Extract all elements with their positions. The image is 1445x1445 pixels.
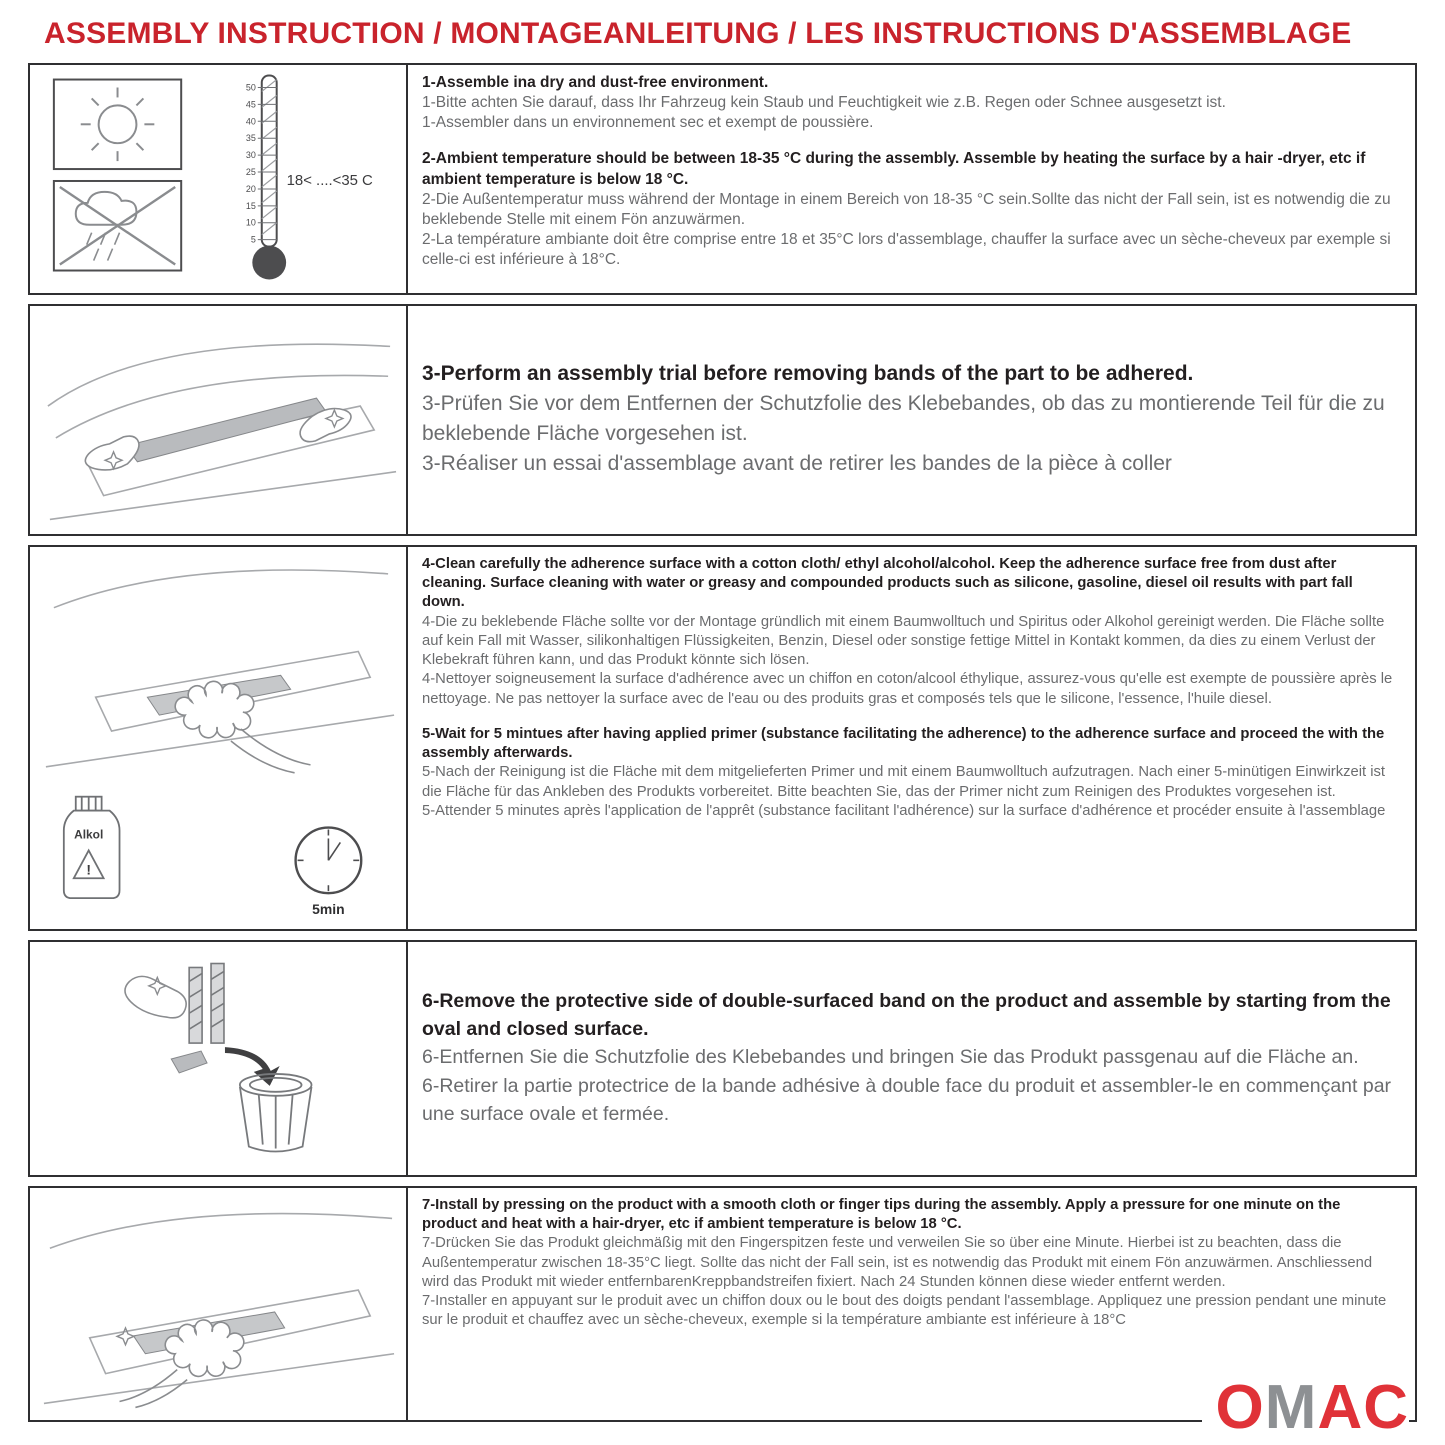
environment-illustration (30, 65, 406, 293)
scale-40: 40 (245, 116, 256, 127)
instruction-2-de: 2-Die Außentemperatur muss während der Montage in einem Bereich von 18-35 °C sein.Sollte das nicht der Fall sein, ist es notwendig die zu beklebende Stelle mit einem Fön anzuwärmen. (422, 190, 1391, 228)
remove-band-illustration-cell (30, 942, 408, 1175)
instruction-6-fr: 6-Retirer la partie protectrice de la bande adhésive à double face du produit et assembler-le en commençant par une surface ovale et fermée. (422, 1074, 1392, 1125)
environment-illustration-cell (30, 65, 408, 293)
press-illustration-cell (30, 1188, 408, 1420)
thermometer-icon (246, 76, 373, 280)
door-sill-trim (125, 398, 326, 462)
assembly-trial-illustration (30, 306, 406, 534)
instruction-3-en: 3-Perform an assembly trial before removing bands of the part to be adhered. (422, 362, 1194, 386)
instruction-5-de: 5-Nach der Reinigung ist die Fläche mit dem mitgelieferten Primer und mit einem Baumwolltuch aufzutragen. Nach einer 5-minütigen Einwirkzeit ist die Fläche für das Ankleben des Produkts vorbereitet. Bitte beachten Sie, das der Primer nicht zum Reinigen des Produktes vorgesehen ist. (422, 764, 1386, 800)
instruction-rows (28, 63, 1417, 1422)
logo-letter-c: C (1363, 1373, 1409, 1442)
logo-letter-a: A (1317, 1373, 1364, 1442)
scale-20: 20 (245, 183, 256, 194)
remove-band-illustration (30, 943, 406, 1175)
alcohol-bottle-icon (64, 797, 120, 898)
clock-label: 5min (312, 901, 345, 918)
omac-logo (1202, 1373, 1409, 1442)
arrow-into-trash (225, 1047, 280, 1086)
thermometer-range-label: 18< ....<35 C (286, 171, 373, 189)
trash-can-icon (240, 1073, 312, 1151)
scale-30: 30 (245, 150, 256, 161)
alcohol-bottle-label: Alkol (74, 827, 104, 842)
section-row-trial (28, 304, 1417, 536)
instruction-7-fr: 7-Installer en appuyant sur le produit avec un chiffon doux ou le bout des doigts pendant l'assemblage. Appliquez une pression pendant une minute sur le produit et chauffez avec un sèche-cheveux, exemple si la température ambiante est inférieure à 18°C (422, 1293, 1387, 1329)
scale-35: 35 (245, 133, 256, 144)
scale-5: 5 (250, 234, 256, 245)
section-row-remove-band (28, 940, 1417, 1177)
door-sill-outline (46, 570, 394, 767)
instruction-1-de: 1-Bitte achten Sie darauf, dass Ihr Fahrzeug kein Staub und Feuchtigkeit wie z.B. Regen oder Schnee ausgesetzt ist. (422, 94, 1226, 112)
trial-text (408, 306, 1415, 534)
trial-illustration-cell (30, 306, 408, 534)
instruction-6-de: 6-Entfernen Sie die Schutzfolie des Klebebandes und bringen Sie das Produkt passgenau auf die Fläche an. (422, 1046, 1359, 1069)
no-rain-icon (54, 181, 181, 271)
press-install-illustration (30, 1188, 406, 1420)
scale-10: 10 (245, 217, 256, 228)
section-row-environment (28, 63, 1417, 295)
instruction-5-fr: 5-Attender 5 minutes après l'application de l'apprêt (substance facilitant l'adhérence) sur la surface d'adhérence et procéder ensuite à l'assemblage (422, 802, 1386, 819)
cleaning-illustration-cell (30, 547, 408, 929)
instruction-4-fr: 4-Nettoyer soigneusement la surface d'adhérence avec un chiffon en coton/alcool éthylique, assurez-vous qu'elle est exempte de poussière après le nettoyage. Ne pas nettoyer la surface avec de l'eau ou des produits gras et composés tels que le silicone, l'essence, l'huile diesel. (422, 671, 1393, 707)
logo-letter-o: O (1215, 1373, 1265, 1442)
instruction-3-de: 3-Prüfen Sie vor dem Entfernen der Schutzfolie des Klebebandes, ob das zu montierende Teil für die zu beklebende Fläche vorgesehen ist. (422, 392, 1385, 445)
instruction-7-de: 7-Drücken Sie das Produkt gleichmäßig mit den Fingerspitzen feste und verweilen Sie so über eine Minute. Hierbei ist zu beachten, dass die Außentemperatur zwischen 18-35°C liegt. Sollte das nicht der Fall sein, ist es notwendig das Produkt mit einem Fön anzuwärmen. Anschliessend wird das Produkt mit wieder entfernbarenKreppbandstreifen fixiert. Nach 24 Stunden können diese wieder entfernt werden. (422, 1235, 1373, 1290)
instruction-4-en: 4-Clean carefully the adherence surface with a cotton cloth/ ethyl alcohol/alcohol. Keep the adherence surface free from dust after cleaning. Surface cleaning with water or greasy and compounded products such as silicone, gasoline, diesel oil results with part fall down. (422, 556, 1353, 611)
removed-film-piece (171, 1051, 207, 1073)
instruction-3-fr: 3-Réaliser un essai d'assemblage avant de retirer les bandes de la pièce à coller (422, 451, 1172, 475)
scale-50: 50 (245, 82, 256, 93)
cleaning-text (408, 547, 1415, 929)
warning-mark: ! (86, 861, 92, 878)
page-title: ASSEMBLY INSTRUCTION / MONTAGEANLEITUNG / LES INSTRUCTIONS D'ASSEMBLAGE (44, 17, 1352, 50)
instruction-2-fr: 2-La température ambiante doit être comprise entre 18 et 35°C lors d'assemblage, chauffer la surface avec un sèche-cheveux par exemple si celle-ci est inférieure à 18°C. (422, 230, 1391, 269)
section-row-cleaning (28, 545, 1417, 931)
scale-45: 45 (245, 99, 256, 110)
instruction-2-en: 2-Ambient temperature should be between 18-35 °C during the assembly. Assemble by heating the surface by a hair -dryer, etc if ambient temperature is below 18 °C. (422, 150, 1366, 188)
logo-letter-m: M (1264, 1373, 1318, 1442)
environment-text (408, 65, 1415, 293)
instruction-1-fr: 1-Assembler dans un environnement sec et exempt de poussière. (422, 114, 874, 132)
remove-band-text (408, 942, 1415, 1175)
scale-15: 15 (245, 200, 256, 211)
cleaning-arm (231, 729, 311, 773)
sun-icon (54, 80, 181, 170)
protective-band-strips (189, 963, 224, 1043)
instruction-4-de: 4-Die zu beklebende Fläche sollte vor der Montage gründlich mit einem Baumwolltuch und Spiritus oder Alkohol gereinigt werden. Die Fläche sollte auf kein Fall mit Wasser, silikonhaltigen Flüssigkeiten, Benzin, Diesel oder sonstige fettige Mittel in Kontakt kommen, da dies zu einem Verlust der Klebekraft führen kann, und das Produkt könnte sich lösen. (422, 613, 1385, 669)
scale-25: 25 (245, 167, 256, 178)
instruction-7-en: 7-Install by pressing on the product with a smooth cloth or finger tips during the assembly. Apply a pressure for one minute on the product and heat with a hair-dryer, etc if ambient temperature is below 18 °C. (422, 1197, 1341, 1233)
instruction-1-en: 1-Assemble ina dry and dust-free environment. (422, 74, 769, 91)
cleaning-illustration (30, 547, 406, 929)
instruction-5-en: 5-Wait for 5 mintues after having applied primer (substance facilitating the adherence) to the adherence surface and proceed the with the assembly afterwards. (422, 725, 1385, 762)
clock-icon (296, 828, 362, 918)
instruction-6-en: 6-Remove the protective side of double-surfaced band on the product and assemble by starting from the oval and closed surface. (422, 989, 1391, 1041)
